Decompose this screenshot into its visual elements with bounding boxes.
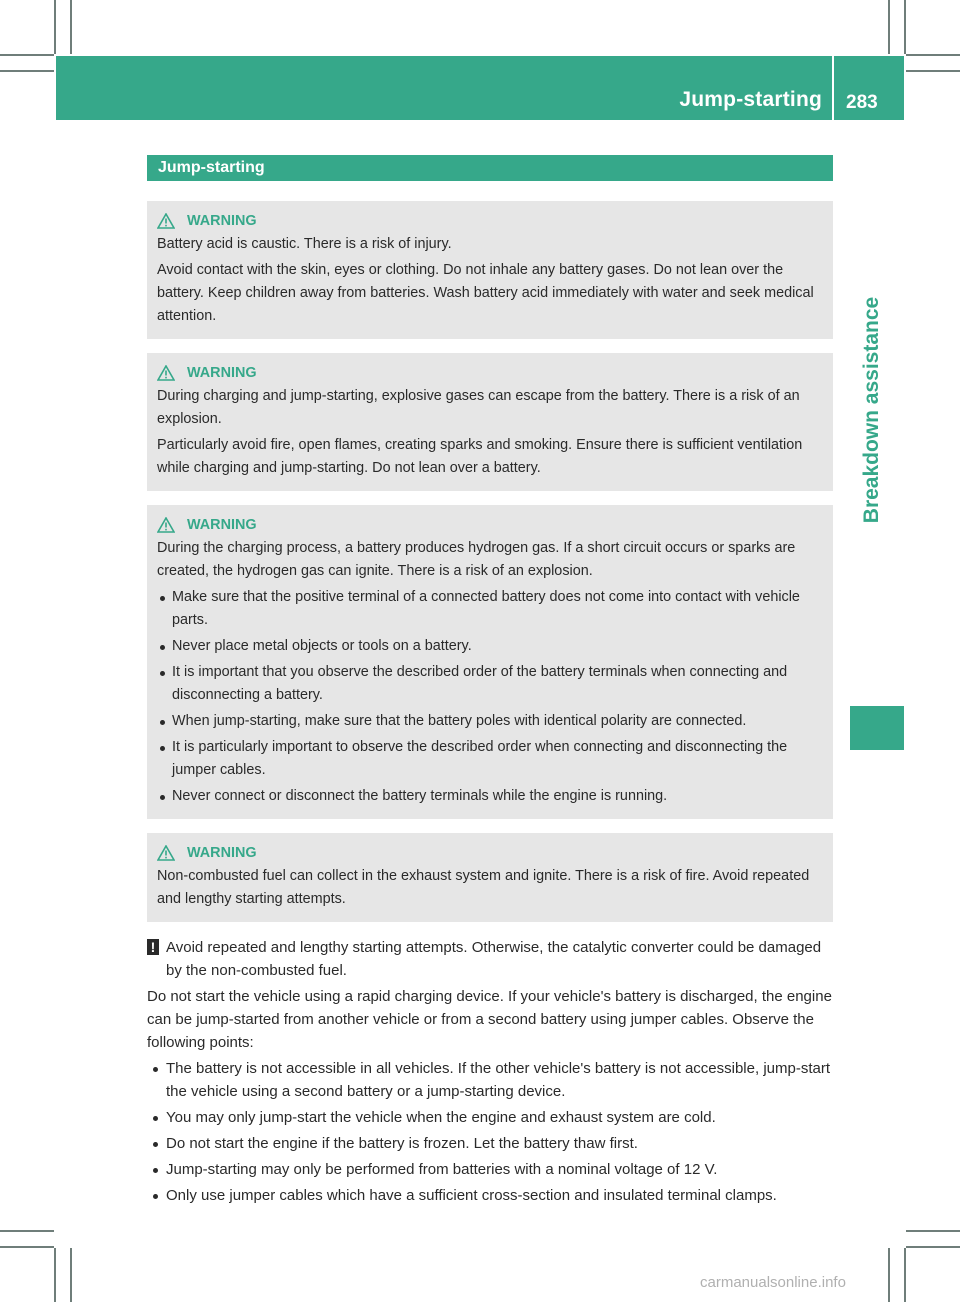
list-item: Never place metal objects or tools on a battery. xyxy=(157,635,826,658)
side-tab-label: Breakdown assistance xyxy=(860,296,883,524)
chapter-title: Jump-starting xyxy=(679,88,822,111)
crop-mark xyxy=(904,0,906,54)
crop-mark xyxy=(70,0,72,54)
body-bullet-list xyxy=(147,1057,833,1207)
list-item: Make sure that the positive terminal of a connected battery does not come into contact with vehicle parts. xyxy=(157,586,826,632)
warning-text: During charging and jump-starting, explosive gases can escape from the battery. There is a risk of an explosion. xyxy=(157,388,800,427)
body-paragraph: Do not start the vehicle using a rapid charging device. If your vehicle's battery is discharged, the engine can be jump-started from another vehicle or from a second battery using jumper cables. Observe the following points: xyxy=(147,988,832,1051)
warning-triangle-icon xyxy=(157,213,175,229)
warning-text: Non-combusted fuel can collect in the exhaust system and ignite. There is a risk of fire. Avoid repeated and lengthy starting attempts. xyxy=(157,868,810,907)
notice xyxy=(147,936,833,982)
crop-mark xyxy=(54,1248,56,1302)
exclamation-icon: ! xyxy=(147,939,159,955)
warning-text: Avoid contact with the skin, eyes or clothing. Do not inhale any battery gases. Do not lean over the battery. Keep children away from batteries. Wash battery acid immediately with water and seek medical attention. xyxy=(157,262,814,324)
warning-triangle-icon xyxy=(157,365,175,381)
warning-text: Battery acid is caustic. There is a risk of injury. xyxy=(157,236,452,252)
warning-heading xyxy=(157,361,826,385)
crop-mark xyxy=(906,54,960,56)
crop-mark xyxy=(0,70,54,72)
warning-triangle-icon xyxy=(157,845,175,861)
list-item: Never connect or disconnect the battery terminals while the engine is running. xyxy=(157,785,826,808)
list-item: Do not start the engine if the battery is frozen. Let the battery thaw first. xyxy=(147,1132,833,1155)
warning-heading xyxy=(157,513,826,537)
warning-box xyxy=(147,833,833,922)
crop-mark xyxy=(54,0,56,54)
list-item: The battery is not accessible in all vehicles. If the other vehicle's battery is not accessible, jump-start the vehicle using a second battery or a jump-starting device. xyxy=(147,1057,833,1103)
crop-mark xyxy=(70,1248,72,1302)
crop-mark xyxy=(0,1230,54,1232)
warning-triangle-icon xyxy=(157,517,175,533)
list-item: It is particularly important to observe the described order when connecting and disconnecting the jumper cables. xyxy=(157,736,826,782)
section-title: Jump-starting xyxy=(147,155,833,181)
warning-box xyxy=(147,201,833,339)
warning-box xyxy=(147,505,833,819)
crop-mark xyxy=(906,70,960,72)
warning-heading xyxy=(157,841,826,865)
notice-text: Avoid repeated and lengthy starting attempts. Otherwise, the catalytic converter could be damaged by the non-combusted fuel. xyxy=(166,939,822,979)
watermark: carmanualsonline.info xyxy=(700,1274,846,1291)
main-content xyxy=(147,155,833,1210)
list-item: It is important that you observe the described order of the battery terminals when connecting and disconnecting a battery. xyxy=(157,661,826,707)
warning-label: WARNING xyxy=(187,364,257,381)
crop-mark xyxy=(0,1246,54,1248)
warning-label: WARNING xyxy=(187,844,257,861)
warning-label: WARNING xyxy=(187,516,257,533)
warning-box xyxy=(147,353,833,491)
warning-label: WARNING xyxy=(187,212,257,229)
warning-text: Particularly avoid fire, open flames, creating sparks and smoking. Ensure there is sufficient ventilation while charging and jump-starting. Do not lean over a battery. xyxy=(157,437,803,476)
crop-mark xyxy=(906,1246,960,1248)
list-item: Jump-starting may only be performed from batteries with a nominal voltage of 12 V. xyxy=(147,1158,833,1181)
warning-bullet-list xyxy=(157,586,826,808)
crop-mark xyxy=(904,1248,906,1302)
page-header xyxy=(56,56,904,120)
crop-mark xyxy=(888,0,890,54)
warning-text: During the charging process, a battery produces hydrogen gas. If a short circuit occurs or sparks are created, the hydrogen gas can ignite. There is a risk of an explosion. xyxy=(157,540,796,579)
list-item: You may only jump-start the vehicle when the engine and exhaust system are cold. xyxy=(147,1106,833,1129)
warning-heading xyxy=(157,209,826,233)
crop-mark xyxy=(0,54,54,56)
page-number: 283 xyxy=(846,92,878,113)
list-item: When jump-starting, make sure that the battery poles with identical polarity are connected. xyxy=(157,710,826,733)
crop-mark xyxy=(888,1248,890,1302)
list-item: Only use jumper cables which have a sufficient cross-section and insulated terminal clamps. xyxy=(147,1184,833,1207)
side-tab-marker xyxy=(850,706,904,750)
crop-mark xyxy=(906,1230,960,1232)
side-tab xyxy=(845,120,899,700)
